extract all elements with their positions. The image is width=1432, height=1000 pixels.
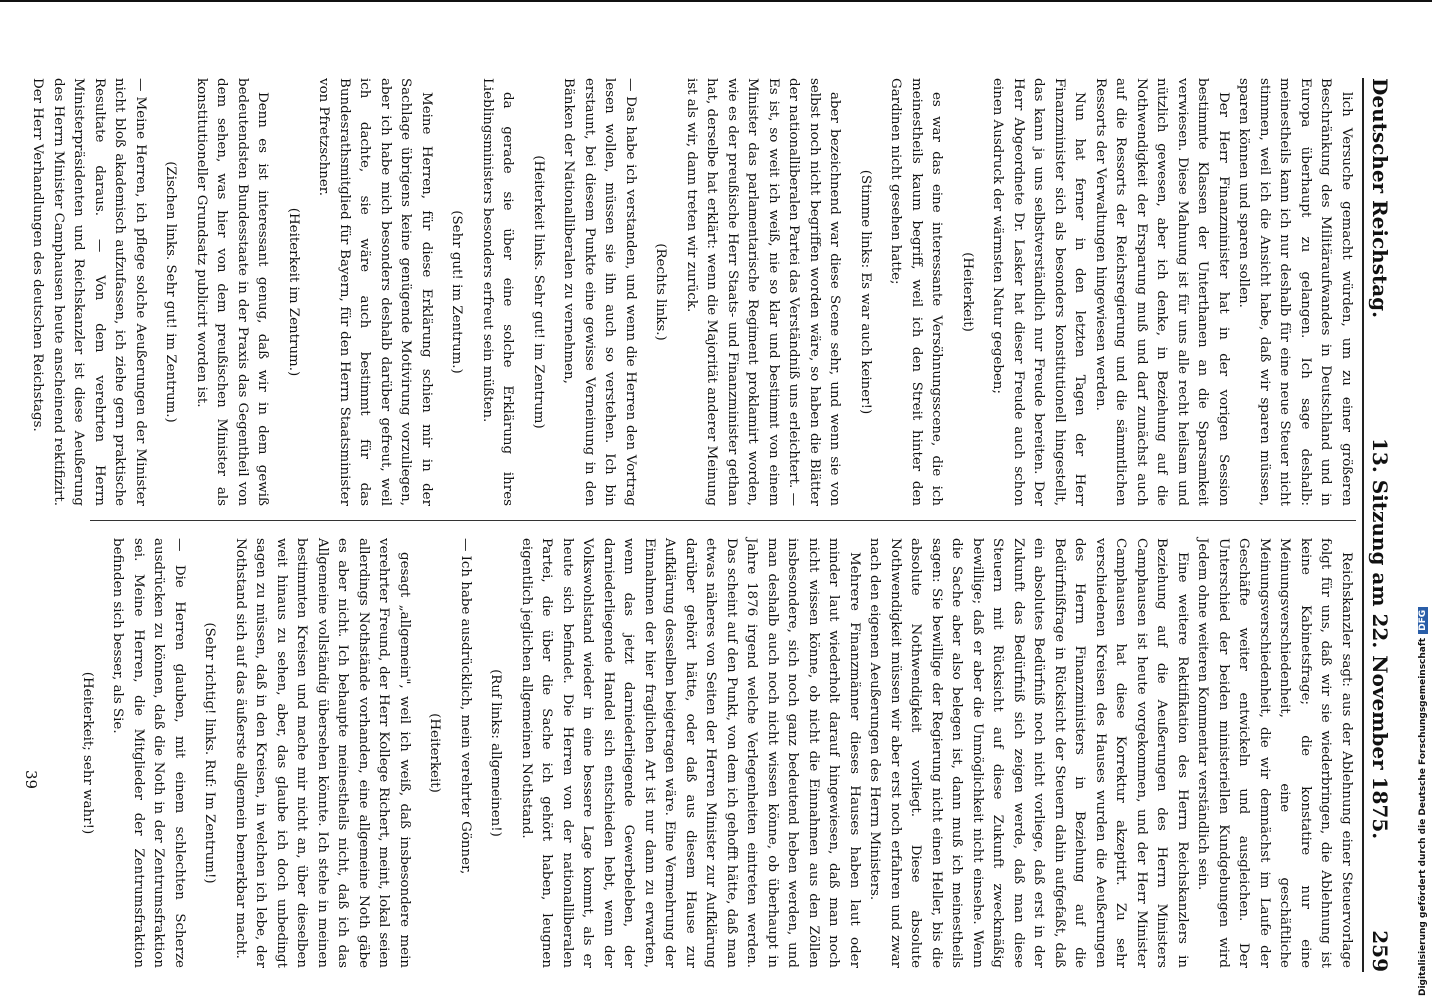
interjection: (Heiterkeit) (960, 252, 975, 332)
interjection: (Sehr gut! im Zentrum.) (449, 210, 465, 374)
paragraph: aber bezeichnend war diese Scene sehr, und wenn sie von selbst noch nicht begriffen worden wäre, so haben die Blätter der nationalliberalen Partei das Verständniß uns erleichtert. — Es ist, so weit ich weiß, nie so klar und bestimmt von einem Minister das parlamentarische Regiment proklamirt worden, wie es der preußische Herr Staats- und Finanzminister gethan hat, derselbe hat erklärt: wenn die Majorität anderer Meinung ist als wir, dann treten wir zurück. (684, 78, 843, 506)
header-session: 13. Sitzung am 22. November 1875. (1368, 438, 1392, 840)
paragraph: gesagt „allgemein", weil ich weiß, daß insbesondere mein verehrter Freund, der Herr Kollege Richert, meint, lokal seien allerdings Nothstände vorhanden, eine allgemeine Noth gäbe es aber nicht. Ich behaupte meinestheils nicht, daß ich das Allgemeine vollständig übersehen könnte. Ich stehe in meinen bestimmten Kreisen und mache mir nicht an, über dieselben weit hinaus zu sehen, aber, das glaube ich doch unbedingt sagen zu müssen, daß in den Kreisen, in welchen ich lebe, der Nothstand sich auf das äußerste allgemein bemerkbar macht. (233, 538, 412, 968)
paragraph: da gerade sie über eine solche Erklärung ihres Lieblingsministers besonders erfreut sein müßten. (480, 78, 516, 506)
sidebar-credit-text: Digitalisierung gefördert durch die Deutsche Forschungsgemeinschaft (1418, 637, 1428, 996)
paragraph: Mehrere Finanzmänner dieses Hauses haben laut oder minder laut wiederholt darauf hingewiesen, daß man noch nicht wissen könne, ob nicht die Einnahmen aus den Zöllen insbesondere, sich noch ganz bedeutend heben werden, und man deshalb auch noch nicht wissen könne, ob überhaupt in Jahre 1876 irgend welche Verlegenheiten eintreten werden. Das scheint auf den Punkt, von dem ich gehofft hätte, daß man etwas näheres von Seiten der Herren Minister zur Aufklärung darüber gehört hätte, oder daß aus diesem Hause zur Aufklärung desselben beigetragen wäre. Eine Vermehrung der Einnahmen der hier fraglichen Art ist nur dann zu erwarten, wenn das jetzt darniederliegende Gewerbeleben, der darniederliegende Handel sich entschieden hebt, wenn der Volkswohlstand wieder in eine bessere Lage kommt, als er heute sich befindet. Die Herren von der nationalliberalen Partei, die über die Sache ich gehört haben, leugnen eigentlich jeglichen allgemeinen Nothstand. (519, 538, 862, 968)
paragraph: Der Herr Finanzminister hat in der vorigen Session bestimmte Klassen der Unterthanen an die Sparsamkeit verwiesen. Diese Mahnung ist für uns alle recht heilsam und nützlich gewesen, aber ich denke, in Beziehung auf die Nothwendigkeit der Ersparung muß und darf zunächst auch auf die Ressorts der Reichsregierung und die sämmtlichen Ressorts der Verwaltungen hingewiesen werden. (1093, 78, 1231, 506)
column-divider (90, 520, 1356, 521)
paragraph: — Das habe ich verstanden, und wenn die Herren den Vortrag lesen wollen, müssen sie ihn auch so verstehen. Ich bin erstaunt, bei diesem Punkte eine gewisse Verneinung in den Bänken der Nationalliberalen zu vernehmen, (561, 78, 638, 506)
paragraph: — Die Herren glauben, mit einem schlechten Scherze ausdrücken zu können, daß die Noth in der Zentrumsfraktion sei. Meine Herren, die Mitglieder der Zentrumsfraktion befinden sich besser, als Sie. (110, 538, 187, 968)
text-column-left (30, 78, 1356, 507)
text-column-right (80, 538, 1356, 968)
paragraph: — Meine Herren, ich pflege solche Aeußerungen der Minister nicht bloß akademisch aufzufassen, ich ziehe gern praktische Resultate daraus. — Von dem verehrten Herrn Ministerpräsidenten und Reichskanzler ist diese Aeußerung des Herrn Minister Camphausen heute anscheinend rektifizirt. Der Herr Verhandlungen des deutschen Reichstags. (30, 78, 148, 507)
sidebar-credit (1414, 0, 1432, 1000)
signature-mark: 39 (22, 770, 40, 790)
dfg-logo: DFG (1418, 607, 1428, 634)
paragraph: Eine weitere Rektifikation des Herrn Reichskanzlers in Beziehung auf die Aeußerungen des Herrn Ministers Camphausen ist heute vorgekommen, und der Herr Minister Camphausen hat diese Korrektur akzeptirt. Zu sehr verschiedenen Kreisen des Hauses wurden die Aeußerungen des Herrn Finanzministers in Beziehung auf die Bedürfnißfrage in Rücksicht der Steuern dahin aufgefaßt, daß ein absolutes Bedürfniß noch nicht vorliege, daß erst in der Zukunft das Bedürfniß sich zeigen werde, daß man diese Steuern mit Rücksicht auf diese Zukunft zweckmäßig bewillige; daß er aber die Unmöglichkeit nicht einsehe. Wenn die Sache aber also belegen ist, dann muß ich meinestheils sagen: Sie bewillige der Regierung nicht einen Heller, bis die absolute Nothwendigkeit vorliegt. Diese absolute Nothwendigkeit müssen wir aber erst noch erfahren und zwar nach den eigenen Aeußerungen des Herrn Ministers. (867, 538, 1190, 968)
paragraph: lich Versuche gemacht würden, um zu einer größeren Beschränkung des Militäraufwandes in Deutschland und in Europa überhaupt zu gelangen. Ich sage deshalb: meinestheils kann ich nur deshalb für eine neue Steuer nicht stimmen, weil ich die Ansicht habe, daß wir sparen müssen, sparen können und sparen sollen. (1236, 78, 1354, 506)
interjection: (Heiterkeit) (427, 713, 443, 793)
scan-edge-line (0, 0, 1432, 2)
interjection: (Zischen links. Sehr gut! im Zentrum.) (163, 161, 179, 423)
paragraph: — Ich habe ausdrücklich, mein verehrter Gönner, (458, 538, 473, 875)
interjection: (Heiterkeit; sehr wahr!) (80, 671, 95, 835)
header-publication: Deutscher Reichstag. (1368, 78, 1392, 319)
interjection: (Heiterkeit im Zentrum.) (286, 207, 301, 377)
interjection: (Ruf links: allgemeinen!) (488, 669, 504, 837)
paragraph: Reichskanzler sagt: aus der Ablehnung einer Steuervorlage folgt für uns, daß wir sie wiederbringen, die Ablehnung ist keine Kabinetsfrage; die konstatire nur eine Meinungsverschiedenheit, eine geschäftliche Meinungsverschiedenheit, die wir demnächst im Laufe der Geschäfte weiter entwickeln und ausgleichen. Der Unterschied der beiden ministeriellen Kundgebungen wird Jedem ohne weiteren Kommentar verständlich sein. (1195, 538, 1354, 968)
page-header (1362, 78, 1394, 972)
interjection: (Stimme links: Es war auch keiner!) (858, 169, 873, 415)
paragraph: Nun hat ferner in den letzten Tagen der Herr Finanzminister sich als besonders konstitutionell hingestellt, das kann ja uns selbstverständlich nur Freude bereiten. Der Herr Abgeordnete Dr. Lasker hat dieser Freude auch schon einen Ausdruck der wärmsten Natur gegeben; (990, 78, 1088, 506)
header-page-number: 259 (1368, 930, 1392, 972)
paragraph: Meine Herren, für diese Erklärung schien mir in der Sachlage übrigens keine genügende Motivirung vorzuliegen, aber ich habe mich besonders deshalb darüber gefreut, weil ich dachte, sie wäre auch bestimmt für das Bundesrathsmitglied für Bayern, für den Herrn Staatsminister von Pfretzschner. (316, 78, 434, 506)
paragraph: es war das eine interessante Versöhnungsscene, die ich meinestheils kaum begriff, weil ich den Streit hinter den Gardinen nicht gesehen hatte; (888, 78, 945, 506)
paragraph: Denn es ist interessant genug, daß wir in dem gewiß bedeutendsten Bundesstaate in der Praxis das Gegentheil von dem sehen, was hier von dem preußischen Minister als konstitutioneller Grundsatz publicirt worden ist. (194, 78, 271, 506)
interjection: (Heiterkeit links. Sehr gut! im Zentrum) (531, 155, 546, 429)
interjection: (Rechts links.) (653, 243, 669, 341)
interjection: (Sehr richtig! links. Ruf: Im Zentrum!) (202, 622, 218, 884)
